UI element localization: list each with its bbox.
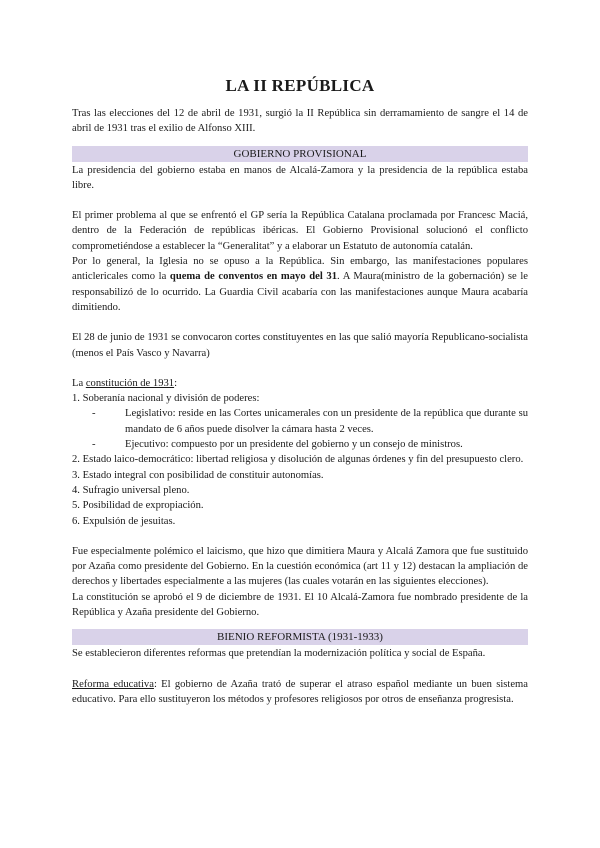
paragraph-republica-catalana: El primer problema al que se enfrentó el GP sería la República Catalana proclamada por Francesc Maciá, dentro de la Federación de repúblicas ibéricas. El Gobierno Provisional solucionó el conflicto comprometiéndose a establecer la “Generalitat” y a elaborar un Estatuto de autonomía catalán. bbox=[72, 210, 528, 252]
sub-item-legislativo: - Legislativo: reside en las Cortes unicamerales con un presidente de la república que durante su mandato de 6 años puede disolver la cámara hasta 2 veces. bbox=[92, 408, 528, 435]
paragraph-laicismo: Fue especialmente polémico el laicismo, que hizo que dimitiera Maura y Alcalá Zamora que fue sustituido por Azaña como presidente del Gobierno. En la cuestión económica (art 11 y 12) destacan la ampliación de derechos y libertades especialmente a las mujeres (las cuales votarán en las siguientes elecciones). bbox=[72, 545, 528, 588]
highlight-quema-conventos: quema de conventos en mayo del 31 bbox=[169, 271, 338, 283]
constitution-heading: La constitución de 1931: bbox=[72, 377, 178, 389]
paragraph-cortes-constituyentes: El 28 de junio de 1931 se convocaron cortes constituyentes en las que salió mayoría Republicano-socialista (menos el País Vasco y Navarra) bbox=[72, 332, 528, 359]
paragraph-reforma-educativa: Reforma educativa: El gobierno de Azaña trató de superar el atraso español mediante un buen sistema educativo. Para ello sustituyeron los métodos y profesores religiosos por otros de enseñanza progresista. bbox=[72, 678, 528, 705]
reform-label: Reforma educativa bbox=[72, 678, 154, 690]
section-heading-bienio-reformista: BIENIO REFORMISTA (1931-1933) bbox=[72, 629, 528, 645]
paragraph-reformas: Se establecieron diferentes reformas que pretendían la modernización política y social de España. bbox=[72, 648, 486, 660]
list-item-5: 5. Posibilidad de expropiación. bbox=[72, 500, 204, 512]
list-item-3: 3. Estado integral con posibilidad de constituir autonomías. bbox=[72, 469, 324, 481]
page-title: LA II REPÚBLICA bbox=[225, 76, 375, 95]
paragraph-presidencia: La presidencia del gobierno estaba en manos de Alcalá-Zamora y la presidencia de la república estaba libre. bbox=[72, 164, 528, 191]
list-item-6: 6. Expulsión de jesuitas. bbox=[72, 515, 176, 527]
list-item-2: 2. Estado laico-democrático: libertad religiosa y disolución de algunas órdenes y fin del presupuesto clero. bbox=[72, 454, 524, 466]
list-item-4: 4. Sufragio universal pleno. bbox=[72, 484, 190, 496]
section-heading-gobierno-provisional: GOBIERNO PROVISIONAL bbox=[72, 146, 528, 162]
sub-item-ejecutivo: - Ejecutivo: compuesto por un presidente del gobierno y un consejo de ministros. bbox=[92, 439, 463, 451]
list-item-1: 1. Soberanía nacional y división de poderes: bbox=[72, 393, 260, 405]
intro-paragraph: Tras las elecciones del 12 de abril de 1931, surgió la II República sin derramamiento de sangre el 14 de abril de 1931 tras el exilio de Alfonso XIII. bbox=[72, 108, 528, 135]
constitution-link: constitución de 1931 bbox=[85, 377, 175, 389]
paragraph-aprobacion: La constitución se aprobó el 9 de diciembre de 1931. El 10 Alcalá-Zamora fue nombrado presidente de la República y Azaña presidente del Gobierno. bbox=[72, 591, 528, 619]
paragraph-iglesia: Por lo general, la Iglesia no se opuso a la República. Sin embargo, las manifestaciones populares anticlericales como la quema de conventos en mayo del 31. A Maura(ministro de la gobernación) se le responsabilizó de lo ocurrido. La Guardia Civil acabaría con las manifestaciones aunque Maura acabaría dimitiendo. bbox=[72, 256, 528, 313]
document-body bbox=[72, 76, 528, 707]
